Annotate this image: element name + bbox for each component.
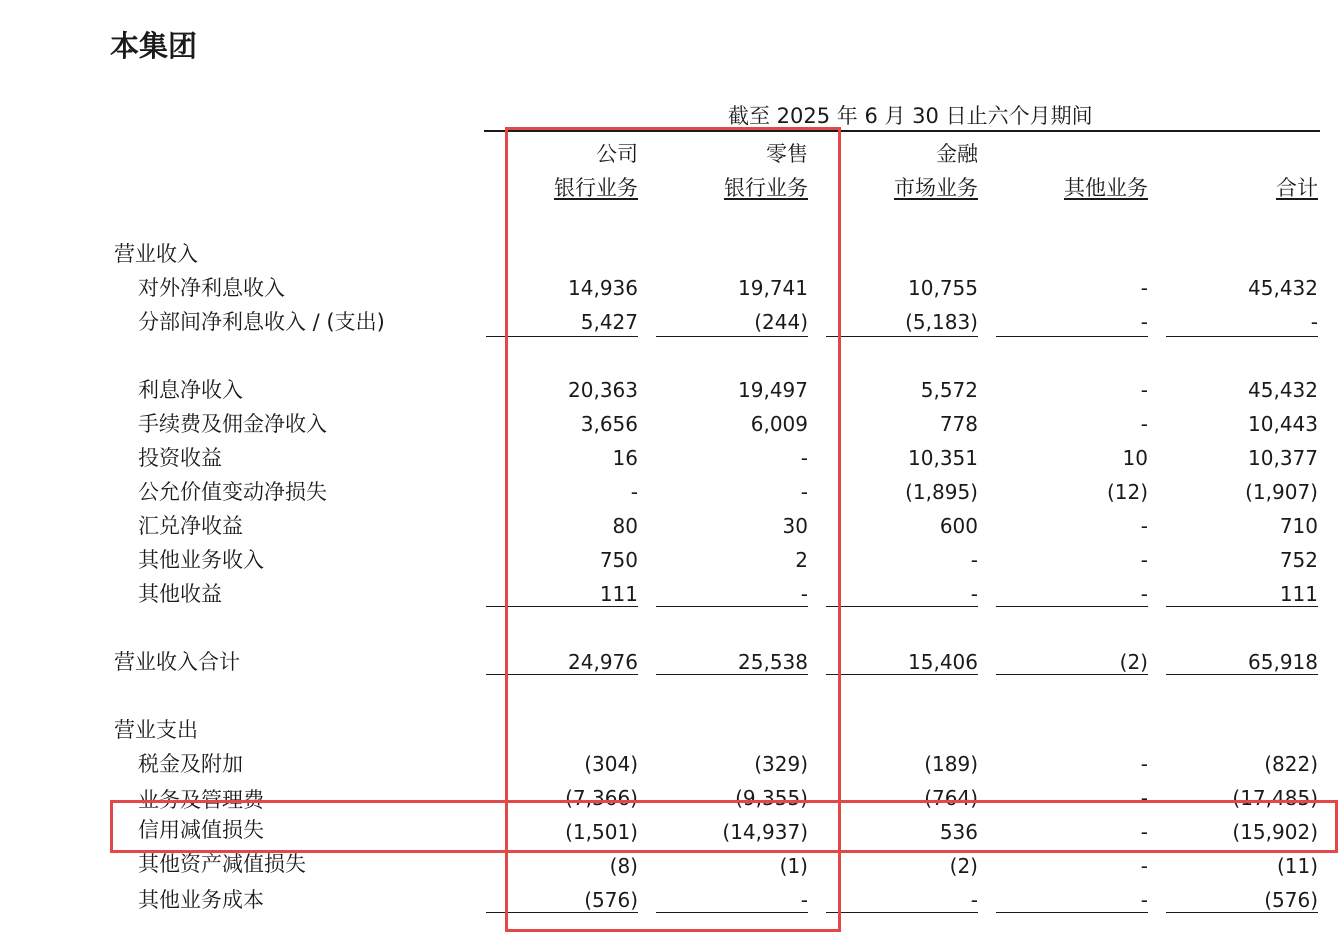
cell: - (1140, 412, 1148, 436)
cell: 750 (599, 548, 638, 572)
total-rule (486, 674, 638, 675)
cell: (14,937) (722, 820, 808, 844)
col-header-total: 合计 (1276, 176, 1318, 200)
row-label: 利息净收入 (138, 378, 243, 402)
cell: 45,432 (1248, 378, 1318, 402)
col-header-corporate-line1: 公司 (596, 142, 638, 166)
subtotal-rule (1166, 912, 1318, 913)
row-label: 税金及附加 (138, 752, 243, 776)
cell: - (970, 548, 978, 572)
subtotal-rule (486, 336, 638, 337)
cell: (1,907) (1245, 480, 1318, 504)
total-rule (656, 674, 808, 675)
row-label: 投资收益 (138, 446, 222, 470)
cell: (764) (924, 786, 978, 810)
cell: 111 (599, 582, 638, 606)
row-label: 分部间净利息收入 / (支出) (138, 310, 385, 334)
cell: (576) (584, 888, 638, 912)
cell: - (970, 888, 978, 912)
subtotal-rule (1166, 336, 1318, 337)
cell: (329) (754, 752, 808, 776)
cell: - (1310, 310, 1318, 334)
section-label-revenue: 营业收入 (114, 242, 198, 266)
cell: (2) (949, 854, 978, 878)
cell: 778 (939, 412, 978, 436)
cell: 19,497 (738, 378, 808, 402)
cell: 65,918 (1248, 650, 1318, 674)
row-label: 业务及管理费 (138, 788, 264, 812)
subtotal-rule (826, 336, 978, 337)
cell: - (1140, 378, 1148, 402)
cell: - (800, 446, 808, 470)
section-label-expense: 营业支出 (114, 718, 198, 742)
total-rule (1166, 674, 1318, 675)
cell: (12) (1106, 480, 1148, 504)
cell: - (970, 582, 978, 606)
cell: - (1140, 888, 1148, 912)
row-label: 营业收入合计 (114, 650, 240, 674)
col-header-market-line1: 金融 (936, 142, 978, 166)
cell: 5,427 (580, 310, 638, 334)
cell: - (1140, 820, 1148, 844)
row-label: 信用减值损失 (138, 818, 264, 842)
cell: (5,183) (905, 310, 978, 334)
table-row-clipped (0, 852, 1344, 880)
cell: 10,755 (908, 276, 978, 300)
cell: 20,363 (568, 378, 638, 402)
subtotal-rule (486, 606, 638, 607)
cell: 710 (1279, 514, 1318, 538)
cell: 25,538 (738, 650, 808, 674)
cell: 600 (939, 514, 978, 538)
subtotal-rule (996, 606, 1148, 607)
cell: 10,443 (1248, 412, 1318, 436)
cell: - (1140, 582, 1148, 606)
cell: - (1140, 752, 1148, 776)
cell: (15,902) (1232, 820, 1318, 844)
cell: 752 (1279, 548, 1318, 572)
subtotal-rule (826, 606, 978, 607)
row-label: 其他收益 (138, 582, 222, 606)
subtotal-rule (996, 336, 1148, 337)
subtotal-rule (996, 912, 1148, 913)
subtotal-rule (1166, 606, 1318, 607)
cell: 80 (612, 514, 638, 538)
cell: 111 (1279, 582, 1318, 606)
cell: 3,656 (580, 412, 638, 436)
cell: - (800, 582, 808, 606)
cell: 14,936 (568, 276, 638, 300)
subtotal-rule (486, 912, 638, 913)
col-header-corporate-line2: 银行业务 (554, 176, 638, 200)
cell: - (1140, 310, 1148, 334)
cell: 536 (939, 820, 978, 844)
cell: (11) (1276, 854, 1318, 878)
cell: 45,432 (1248, 276, 1318, 300)
row-label: 汇兑净收益 (138, 514, 243, 538)
cell: - (800, 888, 808, 912)
row-label: 其他业务收入 (138, 548, 264, 572)
cell: 24,976 (568, 650, 638, 674)
cell: 6,009 (750, 412, 808, 436)
cell: 5,572 (920, 378, 978, 402)
cell: (2) (1119, 650, 1148, 674)
cell: (822) (1264, 752, 1318, 776)
cell: 10 (1122, 446, 1148, 470)
page-title: 本集团 (110, 29, 198, 63)
subtotal-rule (826, 912, 978, 913)
cell: - (630, 480, 638, 504)
subtotal-rule (656, 606, 808, 607)
cell: - (800, 480, 808, 504)
cell: (9,355) (735, 786, 808, 810)
cell: (304) (584, 752, 638, 776)
cell: (17,485) (1232, 786, 1318, 810)
cell: - (1140, 854, 1148, 878)
cell: 10,377 (1248, 446, 1318, 470)
col-header-other: 其他业务 (1064, 176, 1148, 200)
row-label: 公允价值变动净损失 (138, 480, 327, 504)
cell: 19,741 (738, 276, 808, 300)
cell: (8) (609, 854, 638, 878)
cell: 30 (782, 514, 808, 538)
total-rule (826, 674, 978, 675)
cell: - (1140, 548, 1148, 572)
row-label: 其他业务成本 (138, 888, 264, 912)
row-label: 其他资产减值损失 (138, 852, 306, 876)
cell: (1,501) (565, 820, 638, 844)
cell: - (1140, 514, 1148, 538)
cell: 2 (795, 548, 808, 572)
cell: - (1140, 786, 1148, 810)
period-rule (484, 130, 1320, 132)
table-row-clipped (0, 786, 1344, 812)
cell: - (1140, 276, 1148, 300)
cell: (189) (924, 752, 978, 776)
period-header: 截至 2025 年 6 月 30 日止六个月期间 (728, 104, 1093, 128)
total-rule (996, 674, 1148, 675)
subtotal-rule (656, 336, 808, 337)
cell: 10,351 (908, 446, 978, 470)
row-label: 对外净利息收入 (138, 276, 285, 300)
cell: (244) (754, 310, 808, 334)
col-header-market-line2: 市场业务 (894, 176, 978, 200)
cell: 15,406 (908, 650, 978, 674)
cell: (576) (1264, 888, 1318, 912)
col-header-retail-line1: 零售 (766, 142, 808, 166)
row-label: 手续费及佣金净收入 (138, 412, 327, 436)
col-header-retail-line2: 银行业务 (724, 176, 808, 200)
cell: (7,366) (565, 786, 638, 810)
cell: 16 (612, 446, 638, 470)
subtotal-rule (656, 912, 808, 913)
cell: (1) (779, 854, 808, 878)
cell: (1,895) (905, 480, 978, 504)
